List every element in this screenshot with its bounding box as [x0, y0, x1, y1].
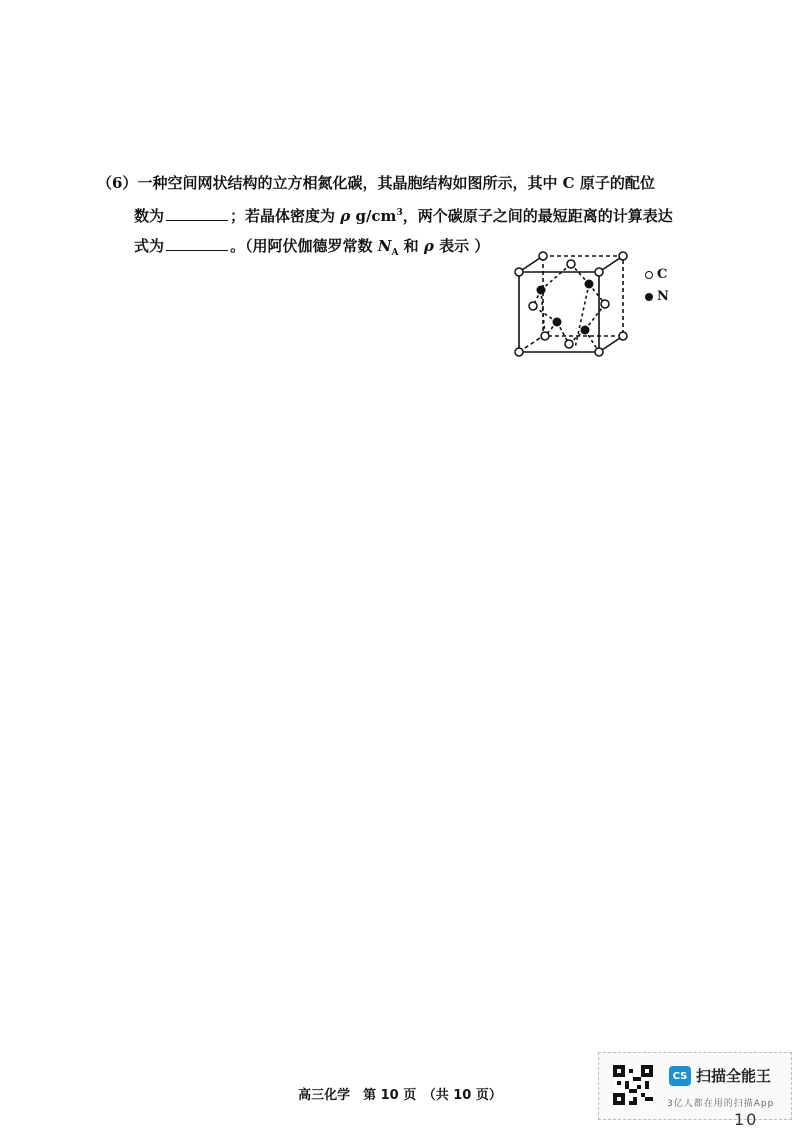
rho-symbol-2: ρ	[423, 237, 434, 255]
watermark-brand: 扫描全能王	[696, 1067, 772, 1085]
question-text-2a: 数为	[134, 207, 165, 225]
page-number: 10	[734, 1110, 759, 1129]
crystal-cell-diagram	[505, 248, 635, 360]
carbon-atoms	[515, 252, 627, 356]
avogadro-symbol: N	[377, 237, 392, 255]
answer-blank-distance[interactable]	[166, 236, 228, 251]
scanner-watermark	[598, 1052, 792, 1120]
answer-blank-coordination[interactable]	[166, 206, 228, 221]
open-circle-icon	[645, 271, 653, 279]
rho-symbol: ρ	[340, 207, 351, 225]
question-text-2c: ，两个碳原子之间的最短距离的计算表达	[402, 207, 673, 225]
question-text-3a: 式为	[134, 237, 165, 255]
nitrogen-atoms	[537, 280, 594, 335]
question-line-1	[97, 168, 697, 198]
question-text-3c: 和	[398, 237, 424, 255]
legend	[645, 264, 669, 308]
legend-nitrogen-label: N	[657, 289, 669, 304]
legend-carbon-label: C	[657, 267, 668, 282]
page-footer: 高三化学 第 10 页 （共 10 页）	[298, 1088, 502, 1103]
legend-nitrogen	[645, 286, 669, 308]
density-unit: g/cm	[350, 207, 397, 225]
avogadro-subscript: A	[391, 248, 399, 258]
density-unit-exponent: 3	[396, 208, 403, 218]
question-text-3b: 。（用阿伏伽德罗常数	[230, 237, 378, 255]
question-text-2b: ；若晶体密度为	[230, 207, 341, 225]
filled-circle-icon	[645, 293, 653, 301]
qr-code-icon	[613, 1065, 653, 1105]
watermark-tagline: 3亿人都在用的扫描App	[667, 1099, 775, 1109]
question-text-3d: 表示 ）	[433, 237, 490, 255]
question-text-1: 一种空间网状结构的立方相氮化碳，其晶胞结构如图所示，其中 C 原子的配位	[137, 174, 655, 192]
question-line-2	[97, 198, 697, 231]
camscanner-logo-icon: CS	[669, 1066, 691, 1086]
question-number: （6）	[97, 174, 138, 192]
legend-carbon	[645, 264, 669, 286]
